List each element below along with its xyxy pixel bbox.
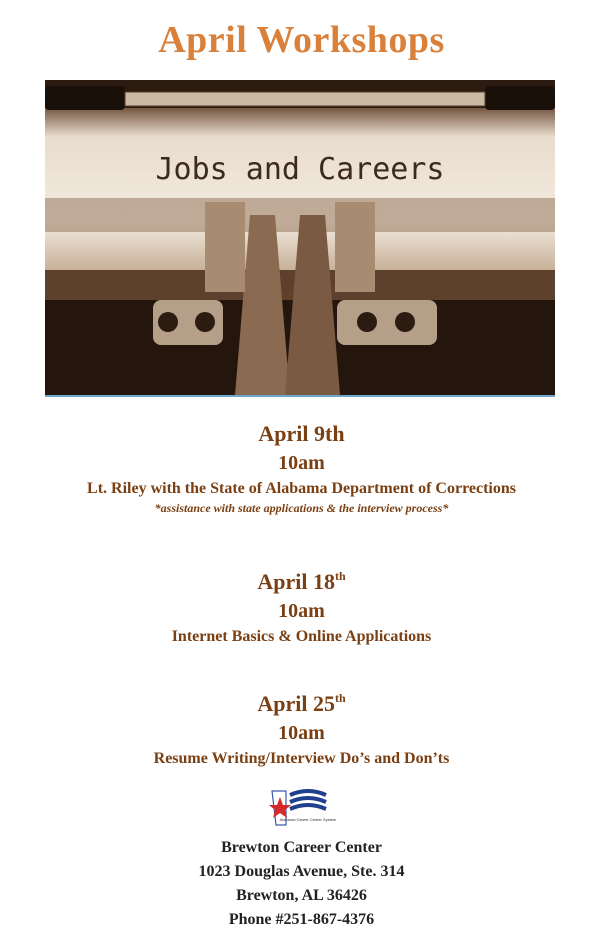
event-date: April 25th <box>257 691 346 716</box>
center-name: Brewton Career Center <box>221 839 382 856</box>
center-city: Brewton, AL 36426 <box>236 887 367 904</box>
event-description: Resume Writing/Interview Do’s and Don’ts <box>153 750 450 767</box>
event-time: 10am <box>278 600 325 622</box>
event-time: 10am <box>278 452 325 474</box>
contact-block <box>0 836 603 932</box>
event-description: Lt. Riley with the State of Alabama Department of Corrections <box>87 480 516 497</box>
typewriter-illustration <box>45 80 555 395</box>
typewriter-photo <box>45 80 555 397</box>
event-april-25 <box>0 684 603 770</box>
center-address: 1023 Douglas Avenue, Ste. 314 <box>198 863 405 880</box>
event-date: April 18th <box>257 569 346 594</box>
event-note: *assistance with state applications & the interview process* <box>154 501 449 515</box>
event-april-9 <box>0 420 603 516</box>
event-date: April 9th <box>258 421 345 446</box>
alabama-career-center-logo-icon <box>268 785 337 829</box>
event-description: Internet Basics & Online Applications <box>171 628 432 645</box>
photo-caption: Jobs and Careers <box>155 152 445 187</box>
logo-text: Alabama Career Center System <box>279 817 337 822</box>
event-april-18 <box>0 562 603 648</box>
event-time: 10am <box>278 722 325 744</box>
center-phone: Phone #251-867-4376 <box>228 911 375 928</box>
flyer-title: April Workshops <box>158 19 445 61</box>
